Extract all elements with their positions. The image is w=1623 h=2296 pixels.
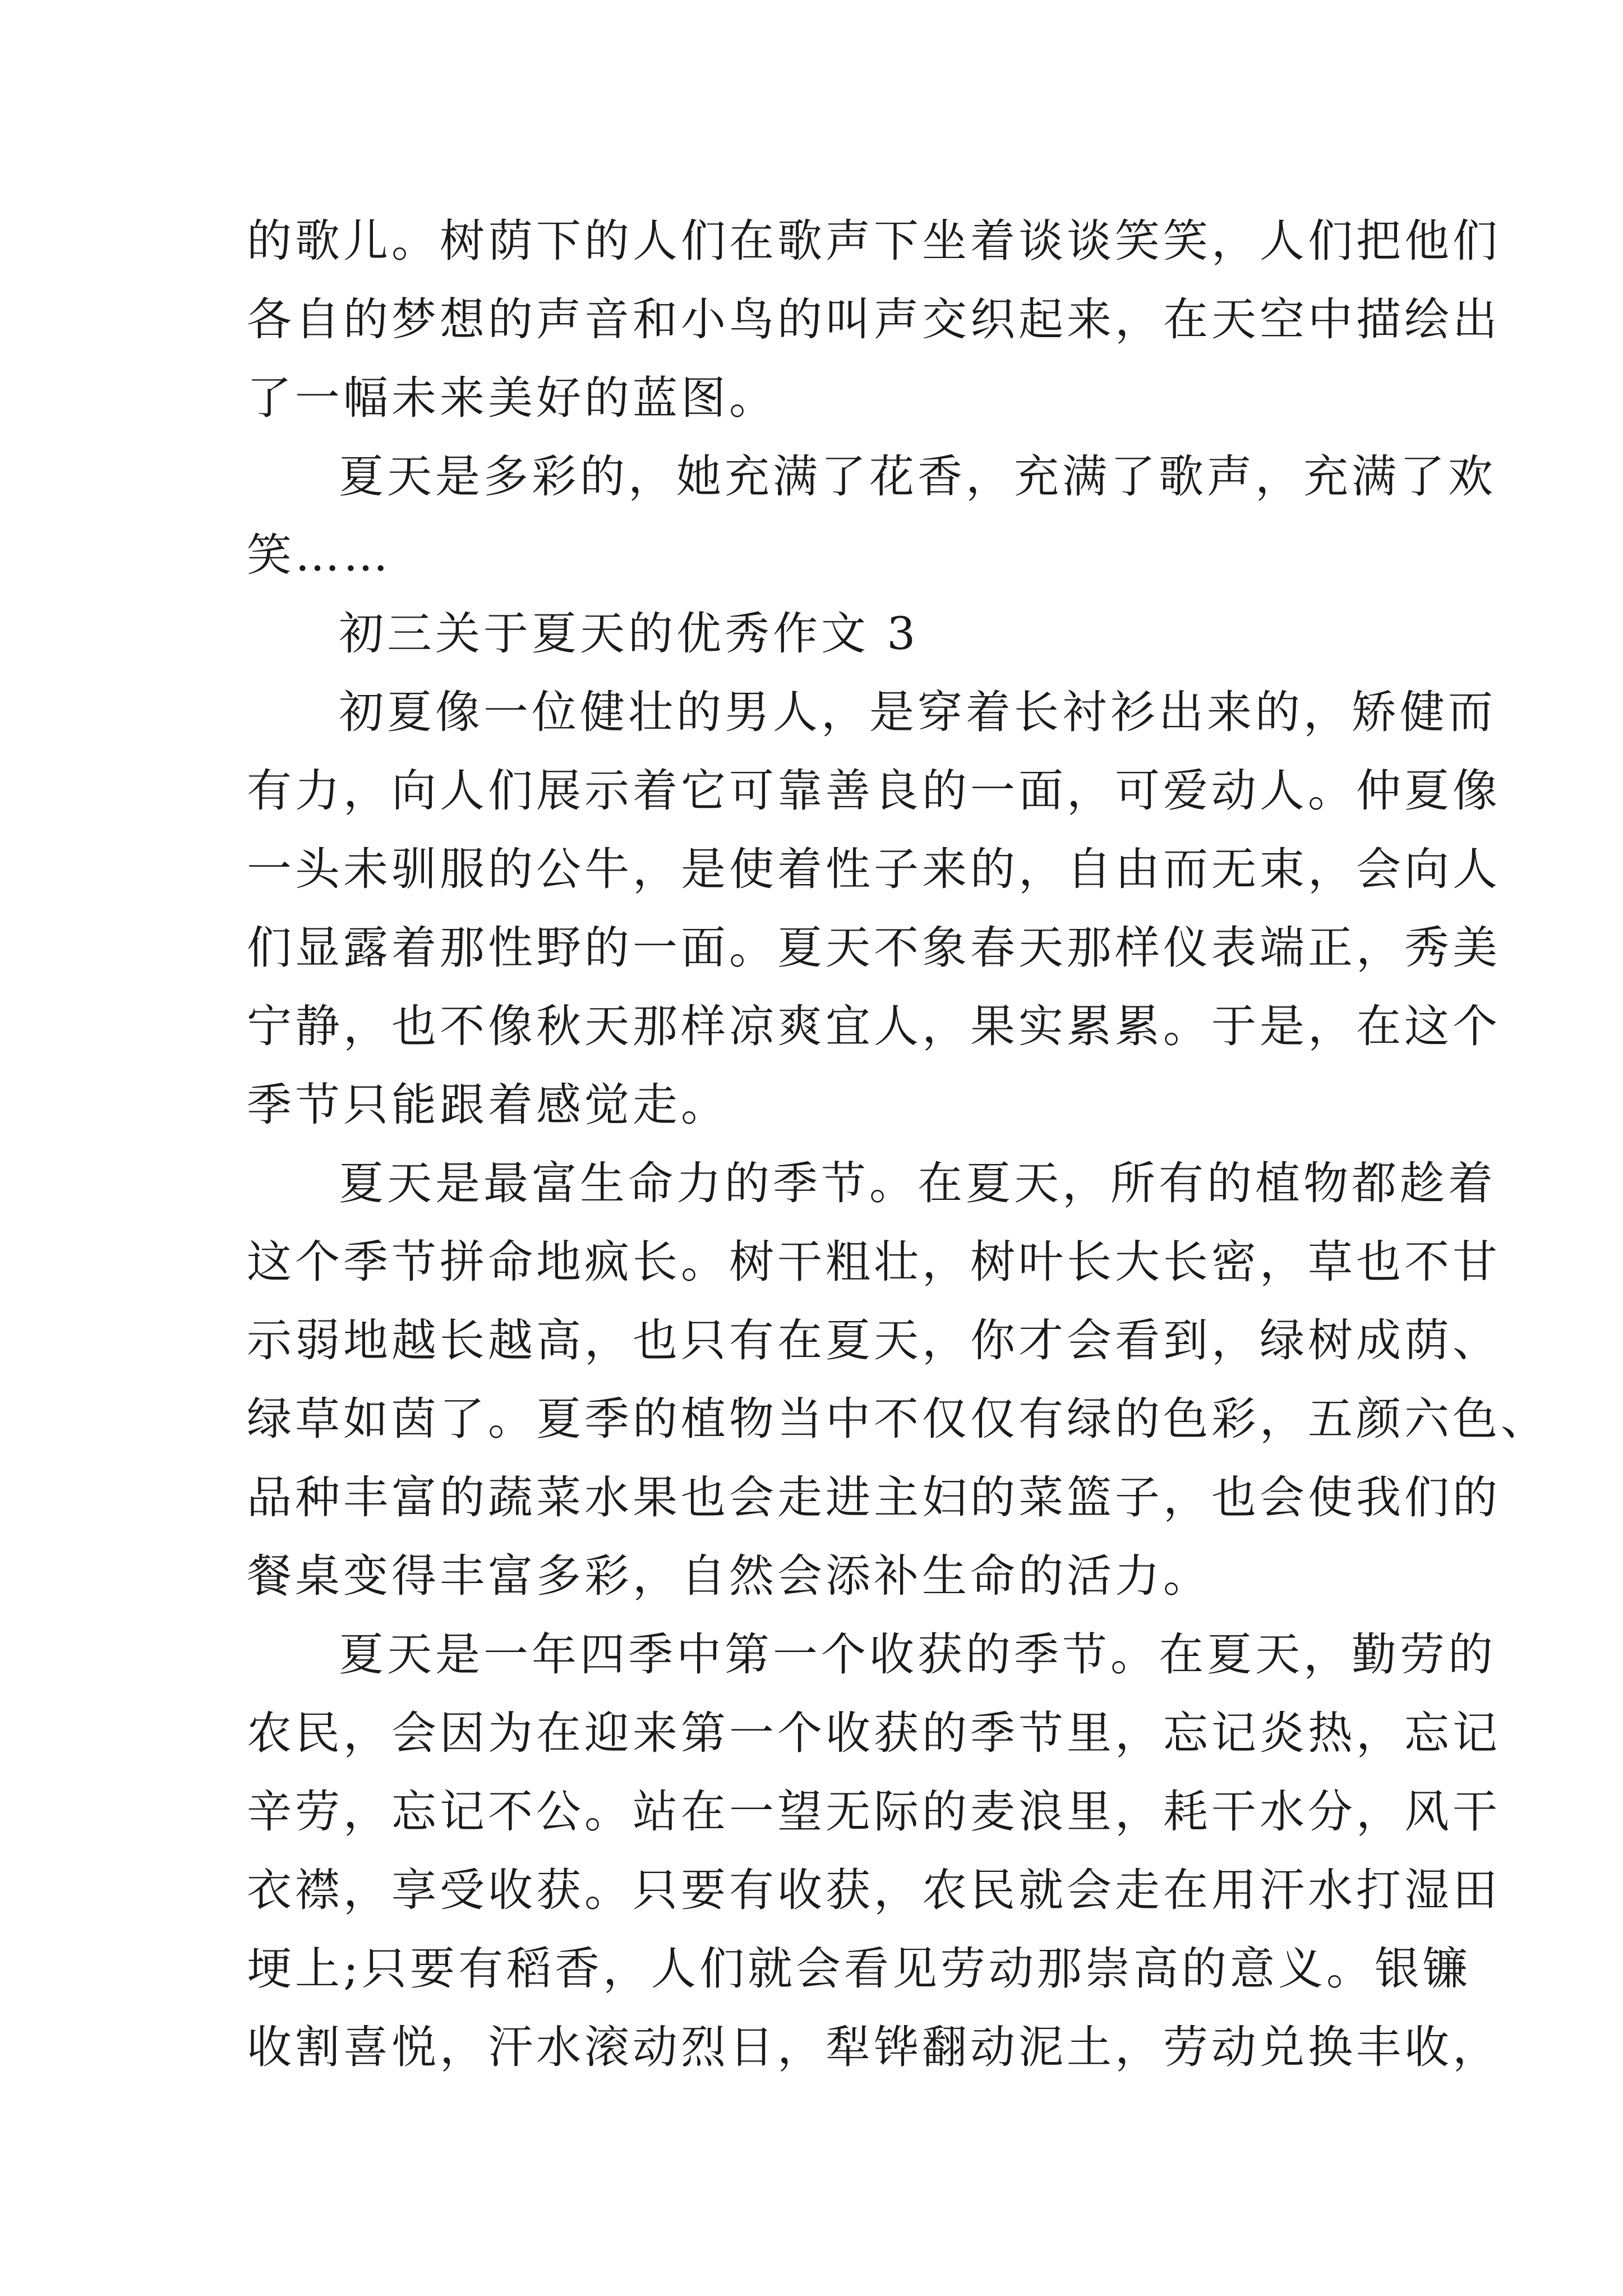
text-line: 埂上;只要有稻香，人们就会看见劳动那崇高的意义。银镰 bbox=[247, 1943, 1471, 1995]
text-line: 们显露着那性野的一面。夏天不象春天那样仪表端正，秀美 bbox=[247, 922, 1501, 974]
text-line: 季节只能跟着感觉走。 bbox=[247, 1079, 729, 1131]
text-line: 宁静，也不像秋天那样凉爽宜人，果实累累。于是，在这个 bbox=[247, 1000, 1501, 1052]
paragraph-first-line: 夏天是多彩的，她充满了花香，充满了歌声，充满了欢 bbox=[339, 450, 1496, 503]
text-line: 这个季节拼命地疯长。树干粗壮，树叶长大长密，草也不甘 bbox=[247, 1236, 1501, 1288]
text-line: 各自的梦想的声音和小鸟的叫声交织起来，在天空中描绘出 bbox=[247, 293, 1501, 346]
text-line: 了一幅未来美好的蓝图。 bbox=[247, 372, 777, 424]
text-line: 餐桌变得丰富多彩，自然会添补生命的活力。 bbox=[247, 1550, 1211, 1602]
text-line: 农民，会因为在迎来第一个收获的季节里，忘记炎热，忘记 bbox=[247, 1707, 1501, 1759]
body-text bbox=[247, 202, 1549, 2087]
text-line: 笑…… bbox=[247, 529, 391, 581]
text-line: 绿草如茵了。夏季的植物当中不仅仅有绿的色彩，五颜六色、 bbox=[247, 1393, 1549, 1445]
text-line: 品种丰富的蔬菜水果也会走进主妇的菜篮子，也会使我们的 bbox=[247, 1471, 1501, 1524]
paragraph-first-line: 夏天是一年四季中第一个收获的季节。在夏天，勤劳的 bbox=[339, 1628, 1496, 1681]
text-line: 的歌儿。树荫下的人们在歌声下坐着谈谈笑笑，人们把他们 bbox=[247, 215, 1501, 267]
text-line: 衣襟，享受收获。只要有收获，农民就会走在用汗水打湿田 bbox=[247, 1864, 1501, 1916]
text-line: 一头未驯服的公牛，是使着性子来的，自由而无束，会向人 bbox=[247, 843, 1501, 895]
text-line: 收割喜悦，汗水滚动烈日，犁铧翻动泥土，劳动兑换丰收， bbox=[247, 2021, 1501, 2073]
text-line: 辛劳，忘记不公。站在一望无际的麦浪里，耗干水分，风干 bbox=[247, 1786, 1501, 1838]
text-line: 示弱地越长越高，也只有在夏天，你才会看到，绿树成荫、 bbox=[247, 1314, 1501, 1366]
section-heading: 初三关于夏天的优秀作文 3 bbox=[339, 608, 919, 660]
text-line: 有力，向人们展示着它可靠善良的一面，可爱动人。仲夏像 bbox=[247, 765, 1501, 817]
paragraph-first-line: 夏天是最富生命力的季节。在夏天，所有的植物都趁着 bbox=[339, 1157, 1496, 1209]
paragraph-first-line: 初夏像一位健壮的男人，是穿着长衬衫出来的，矫健而 bbox=[339, 686, 1496, 738]
